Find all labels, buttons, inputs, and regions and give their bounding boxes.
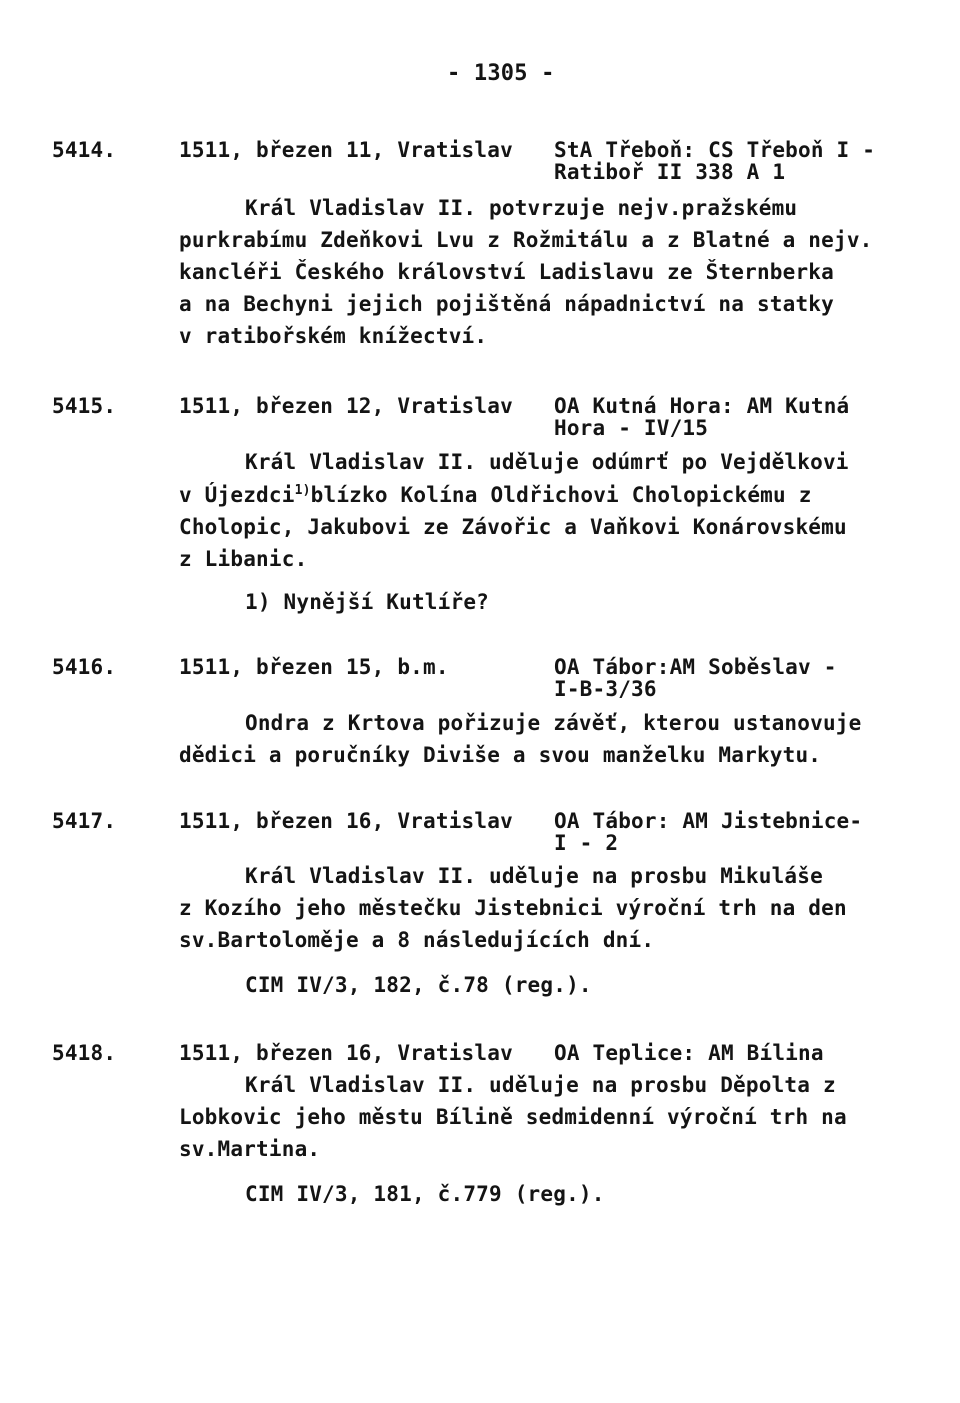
regest-line: Král Vladislav II. potvrzuje nejv.pražskému (245, 196, 798, 220)
archive-source: OA Tábor:AM Soběslav - (554, 655, 837, 679)
entry-heading: 1511, březen 12, Vratislav (179, 394, 513, 418)
archive-source: OA Teplice: AM Bílina (554, 1041, 824, 1065)
entry-number: 5415. (52, 394, 117, 418)
regest-line: dědici a poručníky Diviše a svou manželku Markytu. (179, 743, 822, 767)
entry-number: 5417. (52, 809, 117, 833)
entry-number: 5418. (52, 1041, 117, 1065)
regest-line: purkrabímu Zdeňkovi Lvu z Rožmitálu a z Blatné a nejv. (179, 228, 873, 252)
regest-text: blízko Kolína Oldřichovi Cholopickému z (310, 483, 812, 507)
archive-source-cont: Ratiboř II 338 A 1 (554, 160, 786, 184)
entry-heading: 1511, březen 15, b.m. (179, 655, 449, 679)
entry-number: 5416. (52, 655, 117, 679)
regest-line: v ratibořském knížectví. (179, 324, 488, 348)
regest-text: v Újezdci (179, 483, 295, 507)
footnote-marker: 1) (294, 483, 311, 498)
regest-line: Král Vladislav II. uděluje odúmrť po Vejdělkovi (245, 450, 849, 474)
archive-source: StA Třeboň: CS Třeboň I - (554, 138, 876, 162)
regest-line: Král Vladislav II. uděluje na prosbu Děpolta z (245, 1073, 836, 1097)
regest-line: sv.Bartoloměje a 8 následujících dní. (179, 928, 655, 952)
regest-line: Ondra z Krtova pořizuje závěť, kterou ustanovuje (245, 711, 862, 735)
regest-line: a na Bechyni jejich pojištěná nápadnictví na statky (179, 292, 834, 316)
regest-line: kancléři Českého království Ladislavu ze Šternberka (179, 260, 834, 284)
regest-line: Cholopic, Jakubovi ze Závořic a Vaňkovi Konárovskému (179, 515, 847, 539)
entry-heading: 1511, březen 11, Vratislav (179, 138, 513, 162)
entry-heading: 1511, březen 16, Vratislav (179, 1041, 513, 1065)
citation: CIM IV/3, 182, č.78 (reg.). (245, 973, 592, 997)
archive-source-cont: I-B-3/36 (554, 677, 657, 701)
citation: CIM IV/3, 181, č.779 (reg.). (245, 1182, 605, 1206)
page-number: - 1305 - (447, 61, 555, 86)
regest-line: z Libanic. (179, 547, 308, 571)
footnote: 1) Nynější Kutlíře? (245, 590, 490, 614)
archive-source: OA Kutná Hora: AM Kutná (554, 394, 850, 418)
archive-source-cont: Hora - IV/15 (554, 416, 709, 440)
regest-line: Lobkovic jeho městu Bílině sedmidenní výroční trh na (179, 1105, 847, 1129)
regest-line (179, 481, 812, 509)
archive-source-cont: I - 2 (554, 831, 619, 855)
regest-line: sv.Martina. (179, 1137, 321, 1161)
entry-number: 5414. (52, 138, 117, 162)
entry-heading: 1511, březen 16, Vratislav (179, 809, 513, 833)
regest-line: z Kozího jeho městečku Jistebnici výroční trh na den (179, 896, 847, 920)
archive-source: OA Tábor: AM Jistebnice- (554, 809, 863, 833)
regest-line: Král Vladislav II. uděluje na prosbu Mikuláše (245, 864, 823, 888)
